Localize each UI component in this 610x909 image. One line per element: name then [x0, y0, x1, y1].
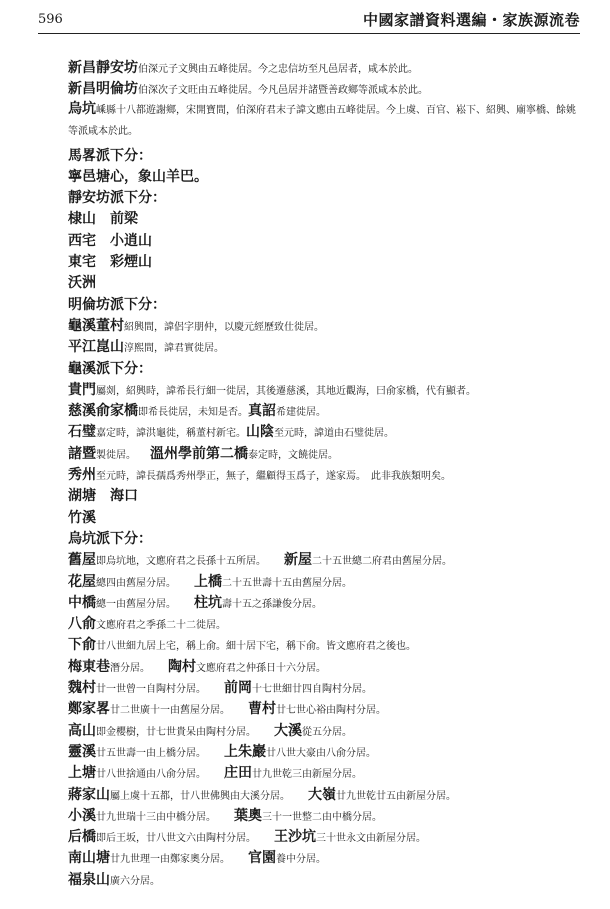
text-line	[68, 655, 576, 676]
annotation-text: 屬剡，紹興時，諱希長行細一徙居，其後遷慈溪，其地近觀海，曰俞家橋，代有顯者。	[96, 385, 476, 397]
text-line	[68, 99, 576, 141]
annotation-text: 製徙居。	[96, 449, 136, 461]
annotation-text: 伯深次子文旺由五峰徙居。今凡邑居并諸暨善政鄉等派咸本於此。	[138, 85, 428, 97]
text-line	[68, 676, 576, 697]
text-line	[68, 77, 576, 98]
document-body	[68, 56, 576, 889]
text-line	[68, 484, 576, 505]
annotation-text: 伯深元子文興由五峰徙居。今之忠信坊至凡邑居者，咸本於此。	[138, 64, 418, 75]
text-line	[68, 804, 576, 825]
text-line	[68, 527, 576, 548]
text-line	[68, 783, 576, 804]
place-name: 海口	[110, 488, 138, 505]
text-line	[68, 207, 576, 228]
place-name: 新昌明倫坊	[68, 81, 138, 98]
place-name: 中橋	[68, 594, 96, 611]
section-heading: 靜安坊派下分：	[68, 190, 166, 207]
place-name: 上朱巖	[224, 743, 266, 760]
annotation-text: 二十五世總二府君由舊屋分居。	[312, 556, 452, 568]
place-name: 鄭家畧	[68, 701, 110, 718]
annotation-text: 廣六分居。	[110, 875, 160, 887]
running-title: 中國家譜資料選編・家族源流卷	[362, 11, 580, 29]
annotation-text: 壽十五之孫謙俊分居。	[222, 598, 322, 610]
place-name: 柱坑	[194, 594, 222, 611]
annotation-text: 紹興間，諱侶字朋仲，以慶元經歷致仕徙居。	[124, 321, 324, 333]
annotation-text: 廿二世廣十一由舊屋分居。	[110, 705, 230, 717]
text-line	[68, 740, 576, 761]
text-line	[68, 846, 576, 867]
section-heading: 明倫坊派下分：	[68, 296, 166, 313]
text-line	[68, 868, 576, 889]
annotation-text: 至元時，諱道由石璧徙居。	[274, 428, 394, 440]
place-name: 慈溪俞家橋	[68, 403, 138, 420]
place-name: 平江崑山	[68, 339, 124, 356]
text-line	[68, 633, 576, 654]
place-name: 竹溪	[68, 509, 96, 526]
place-name: 梅東巷	[68, 658, 110, 675]
text-line	[68, 697, 576, 718]
place-name: 靈溪	[68, 743, 96, 760]
text-line	[68, 314, 576, 335]
annotation-text: 嘉定時，諱洪龜徙，稱董村新宅。	[96, 428, 246, 440]
place-name: 新屋	[284, 552, 312, 569]
place-name: 葉奧	[234, 807, 262, 824]
text-line	[68, 442, 576, 463]
annotation-text: 即烏坑地，文應府君之長孫十五所居。	[96, 556, 266, 568]
text-line	[68, 825, 576, 846]
text-line	[68, 719, 576, 740]
place-name: 沃洲	[68, 275, 96, 292]
place-name: 上橋	[194, 573, 222, 590]
text-line	[68, 420, 576, 441]
annotation-text: 即金櫻樹，廿七世貴呆由陶村分居。	[96, 726, 256, 738]
place-name: 棣山	[68, 211, 96, 228]
text-line	[68, 56, 576, 77]
annotation-text: 廿九世乾三由新屋分居。	[252, 769, 362, 781]
place-name: 上塘	[68, 765, 96, 782]
annotation-text: 廿九世乾廿五由新屋分居。	[336, 790, 456, 802]
place-name: 新昌靜安坊	[68, 60, 138, 76]
place-name: 小溪	[68, 807, 96, 824]
annotation-text: 廿九世理一由鄭家奧分居。	[110, 854, 230, 866]
place-name: 陶村	[168, 658, 196, 675]
text-line	[68, 335, 576, 356]
page-number: 596	[38, 12, 63, 27]
annotation-text: 廿一世曾一自陶村分居。	[96, 684, 206, 696]
text-line	[68, 357, 576, 378]
place-name: 東宅	[68, 254, 96, 271]
place-name: 八俞	[68, 616, 96, 633]
text-line	[68, 186, 576, 207]
text-line	[68, 548, 576, 569]
annotation-text: 淳熙間，諱君實徙居。	[124, 343, 224, 355]
annotation-text: 養中分居。	[276, 854, 326, 866]
annotation-text: 廿八世細九居上宅，稱上俞。細十居下宅，稱下俞。皆文應府君之後也。	[96, 641, 416, 653]
text-line	[68, 399, 576, 420]
place-name: 舊屋	[68, 552, 96, 569]
annotation-text: 三十一世整二由中橋分居。	[262, 811, 382, 823]
place-name: 龜溪董村	[68, 317, 124, 334]
place-name: 西宅	[68, 232, 96, 249]
text-line	[68, 250, 576, 271]
place-name: 南山塘	[68, 850, 110, 867]
place-name: 蔣家山	[68, 786, 110, 803]
place-name: 石璧	[68, 424, 96, 441]
place-name: 前梁	[110, 211, 138, 228]
annotation-text: 從五分居。	[302, 726, 352, 738]
place-name: 大嶺	[308, 786, 336, 803]
place-name: 山陰	[246, 424, 274, 441]
place-name: 湖塘	[68, 488, 96, 505]
annotation-text: 嵊縣十八都遊謝鄉，宋開寶間，伯深府君末子諱文應由五峰徙居。今上虞、百官、崧下、紹興、廟寧橋、餘姚等派咸本於此。	[68, 104, 576, 137]
place-name: 官園	[248, 850, 276, 867]
annotation-text: 二十五世壽十五由舊屋分居。	[222, 577, 352, 589]
place-name: 福泉山	[68, 871, 110, 888]
annotation-text: 總四由舊屋分居。	[96, 577, 176, 589]
place-name: 花屋	[68, 573, 96, 590]
place-name: 秀州	[68, 467, 96, 484]
text-line	[68, 463, 576, 484]
text-line	[68, 570, 576, 591]
place-name: 王沙坑	[274, 829, 316, 846]
section-heading: 馬畧派下分：	[68, 147, 152, 164]
annotation-text: 文應府君之季孫二十二徙居。	[96, 620, 226, 632]
place-name: 高山	[68, 722, 96, 739]
place-name: 曹村	[248, 701, 276, 718]
annotation-text: 廿七世心裕由陶村分居。	[276, 705, 386, 717]
annotation-text: 三十世永文由新屋分居。	[316, 833, 426, 845]
text-line	[68, 506, 576, 527]
place-name: 前岡	[224, 680, 252, 697]
place-name: 下俞	[68, 637, 96, 654]
place-name: 諸暨	[68, 445, 96, 462]
place-name: 寧邑塘心，象山羊巴。	[68, 168, 208, 185]
place-name: 溫州學前第二橋	[150, 445, 248, 462]
place-name: 真詔	[248, 403, 276, 420]
place-name: 貴門	[68, 381, 96, 398]
text-line	[68, 165, 576, 186]
annotation-text: 屬上虞十五都，廿八世佛興由大溪分居。	[110, 790, 290, 802]
place-name: 小逍山	[110, 232, 152, 249]
text-line	[68, 293, 576, 314]
annotation-text: 廿八世大豪由八俞分居。	[266, 747, 376, 759]
section-heading: 龜溪派下分：	[68, 360, 152, 377]
annotation-text: 文應府君之仲孫日十六分居。	[196, 662, 326, 674]
text-line	[68, 271, 576, 292]
annotation-text: 泰定時，文饒徙居。	[248, 449, 338, 461]
place-name: 大溪	[274, 722, 302, 739]
annotation-text: 即希長徙居，未知是否。	[138, 407, 248, 419]
annotation-text: 廿八世捨通由八俞分居。	[96, 769, 206, 781]
text-line	[68, 591, 576, 612]
place-name: 魏村	[68, 680, 96, 697]
text-line	[68, 761, 576, 782]
page-header	[38, 0, 580, 34]
annotation-text: 總一由舊屋分居。	[96, 598, 176, 610]
place-name: 庄田	[224, 765, 252, 782]
text-line	[68, 144, 576, 165]
annotation-text: 希建徙居。	[276, 407, 326, 419]
annotation-text: 潛分居。	[110, 662, 150, 674]
text-line	[68, 229, 576, 250]
annotation-text: 十七世細廿四自陶村分居。	[252, 684, 372, 696]
place-name: 彩煙山	[110, 254, 152, 271]
text-line	[68, 378, 576, 399]
place-name: 后橋	[68, 829, 96, 846]
annotation-text: 廿五世壽一由上橋分居。	[96, 747, 206, 759]
place-name: 烏坑	[68, 100, 96, 117]
section-heading: 烏坑派下分：	[68, 530, 152, 547]
annotation-text: 至元時，諱長孺爲秀州學正，無子，繼顧得玉爲子，遂家焉。 此非我族類明矣。	[96, 471, 451, 483]
annotation-text: 即后王坂，廿八世文六由陶村分居。	[96, 833, 256, 845]
annotation-text: 廿九世瑞十三由中橋分居。	[96, 811, 216, 823]
text-line	[68, 612, 576, 633]
